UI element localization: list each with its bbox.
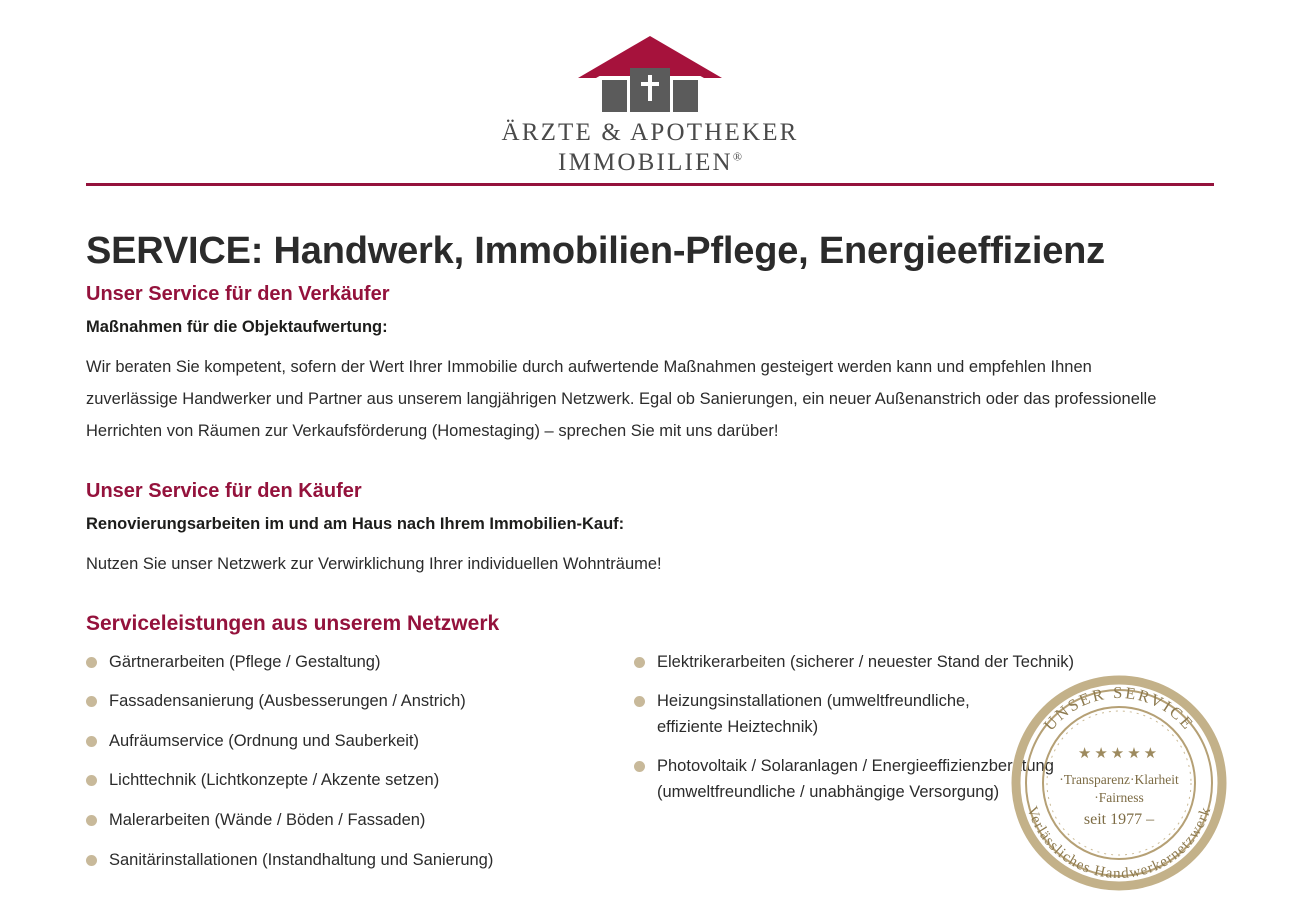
- list-item-label: Malerarbeiten (Wände / Böden / Fassaden): [109, 810, 426, 829]
- bullet-icon: [634, 657, 645, 668]
- seal-bottom-text: Verlässliches Handwerkernetzwerk: [1023, 804, 1215, 883]
- bullet-icon: [634, 761, 645, 772]
- list-item-label: Gärtnerarbeiten (Pflege / Gestaltung): [109, 652, 381, 671]
- section-buyer: [86, 480, 1216, 580]
- services-column-left: [86, 650, 556, 887]
- bullet-icon: [86, 736, 97, 747]
- quality-seal-badge: [1008, 672, 1230, 894]
- bullet-icon: [86, 775, 97, 786]
- bullet-icon: [86, 657, 97, 668]
- logo-line-1: ÄRZTE & APOTHEKER: [501, 119, 799, 146]
- section-seller-subtitle: Maßnahmen für die Objektaufwertung:: [86, 318, 388, 336]
- logo-block-left: [602, 80, 627, 112]
- list-item: [86, 689, 556, 715]
- svg-text:UNSER SERVICE: [1040, 683, 1199, 734]
- seal-inner-line-3: seit 1977 –: [1083, 811, 1155, 828]
- list-item-label: Lichttechnik (Lichtkonzepte / Akzente setzen): [109, 771, 440, 790]
- section-seller: [86, 283, 1216, 448]
- section-seller-title: Unser Service für den Verkäufer: [86, 283, 390, 305]
- logo-block-center: [630, 68, 670, 112]
- list-item: [86, 650, 556, 676]
- services-title: Serviceleistungen aus unserem Netzwerk: [86, 611, 500, 635]
- seal-inner-line-1: ·Transparenz·Klarheit: [1059, 772, 1179, 787]
- list-item-label: Aufräumservice (Ordnung und Sauberkeit): [109, 731, 419, 750]
- list-item-label: Photovoltaik / Solaranlagen / Energieeffizienzberatung: [657, 757, 1054, 776]
- seal-stars: ★★★★★: [1077, 746, 1161, 762]
- bullet-icon: [86, 815, 97, 826]
- house-with-pharmacy-cross-icon: [576, 34, 724, 112]
- list-item-label: Elektrikerarbeiten (sicherer / neuester Stand der Technik): [657, 652, 1074, 671]
- section-seller-body: Wir beraten Sie kompetent, sofern der Wert Ihrer Immobilie durch aufwertende Maßnahmen gesteigert werden kann und empfehlen Ihnen zuverlässige Handwerker und Partner aus unserem langjährigen Netzwerk. Egal ob Sanierungen, ein neuer Außenanstrich oder das professionelle Herrichten von Räumen zur Verkaufsförderung (Homestaging) – sprechen Sie mit uns darüber!: [86, 358, 1157, 441]
- list-item-label-line2: effiziente Heiztechnik): [657, 717, 819, 736]
- page-title: SERVICE: Handwerk, Immobilien-Pflege, Energieeffizienz: [86, 230, 1105, 273]
- list-item: [86, 808, 556, 834]
- section-buyer-body: Nutzen Sie unser Netzwerk zur Verwirklichung Ihrer individuellen Wohnträume!: [86, 554, 662, 573]
- section-buyer-subtitle: Renovierungsarbeiten im und am Haus nach Ihrem Immobilien-Kauf:: [86, 514, 625, 533]
- list-item: [86, 768, 556, 794]
- seal-top-text: UNSER SERVICE: [1039, 682, 1199, 735]
- bullet-icon: [634, 696, 645, 707]
- logo-line-2-text: IMMOBILIEN: [558, 148, 733, 176]
- logo-line-2: [0, 148, 1300, 178]
- company-logo: [0, 34, 1300, 177]
- logo-block-right: [673, 80, 698, 112]
- seal-inner-line-2: ·Fairness: [1094, 790, 1144, 805]
- header-divider: [86, 183, 1214, 186]
- bullet-icon: [86, 855, 97, 866]
- list-item-label-line2: (umweltfreundliche / unabhängige Versorgung): [657, 782, 1000, 801]
- bullet-icon: [86, 696, 97, 707]
- list-item: [86, 848, 556, 874]
- list-item-label: Heizungsinstallationen (umweltfreundliche,: [657, 692, 970, 711]
- section-buyer-title: Unser Service für den Käufer: [86, 479, 362, 502]
- registered-mark: ®: [732, 149, 742, 164]
- list-item-label: Fassadensanierung (Ausbesserungen / Anstrich): [109, 692, 466, 711]
- list-item-label: Sanitärinstallationen (Instandhaltung und Sanierung): [109, 850, 494, 869]
- list-item: [86, 729, 556, 755]
